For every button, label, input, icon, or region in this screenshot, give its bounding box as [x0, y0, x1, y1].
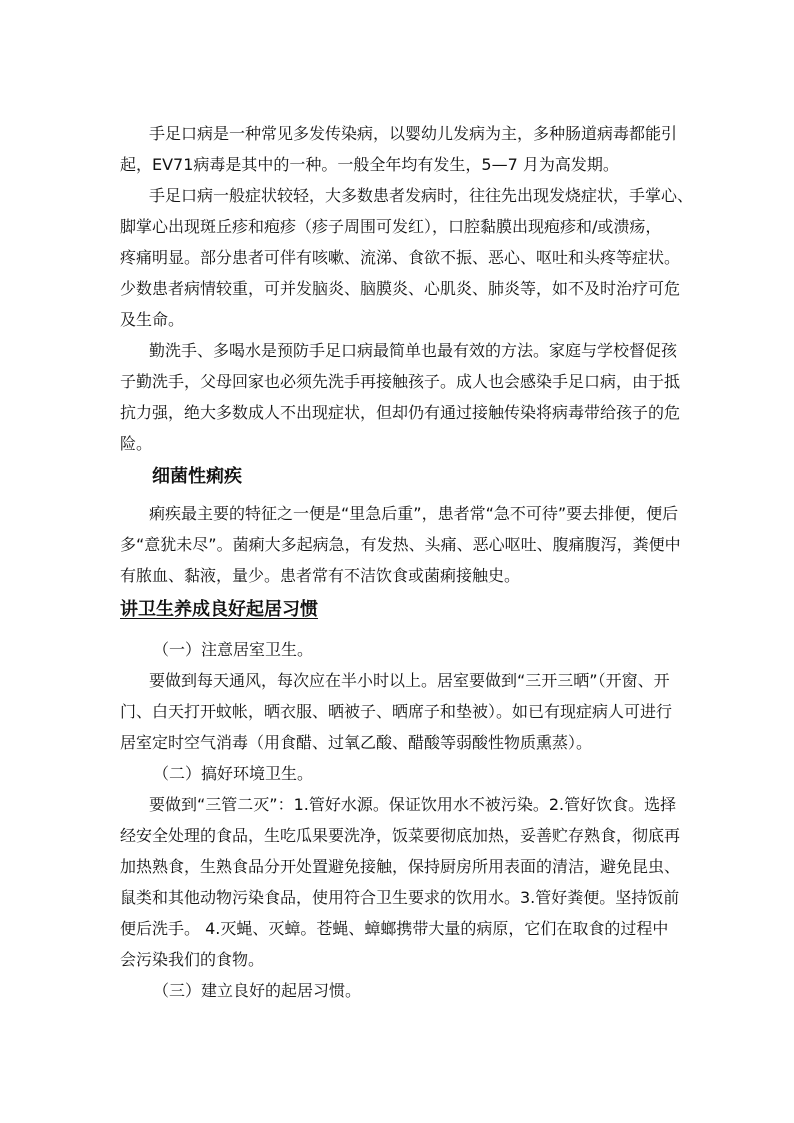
- hfmd-para2-line2: 脚掌心出现斑丘疹和疱疹（疹子周围可发红），口腔黏膜出现疱疹和/或溃疡，: [120, 217, 662, 236]
- hygiene-para2-line6: 会污染我们的食物。: [120, 950, 265, 969]
- dysentery-para1-line1: 痢疾最主要的特征之一便是“里急后重”，患者常“急不可待”要去排便，便后: [149, 504, 679, 523]
- hfmd-para1-line1: 手足口病是一种常见多发传染病，以婴幼儿发病为主，多种肠道病毒都能引: [149, 124, 678, 143]
- hygiene-sub1: （一）注意居室卫生。: [153, 640, 314, 659]
- hfmd-para3-line2: 子勤洗手，父母回家也必须先洗手再接触孩子。成人也会感染手足口病，由于抵: [120, 372, 681, 391]
- hygiene-para1-line1: 要做到每天通风，每次应在半小时以上。居室要做到“三开三晒”（开窗、开: [149, 671, 670, 690]
- hygiene-para2-line4: 鼠类和其他动物污染食品，使用符合卫生要求的饮用水。3.管好粪便。坚持饭前: [120, 888, 680, 907]
- hfmd-para2-line5: 及生命。: [120, 310, 185, 329]
- hfmd-para3-line3: 抗力强，绝大多数成人不出现症状，但却仍有通过接触传染将病毒带给孩子的危: [120, 403, 681, 422]
- hygiene-para1-line2: 门、白天打开蚊帐，晒衣服、晒被子、晒席子和垫被）。如已有现症病人可进行: [120, 702, 673, 721]
- hfmd-para2-line4: 少数患者病情较重，可并发脑炎、脑膜炎、心肌炎、肺炎等，如不及时治疗可危: [120, 279, 681, 298]
- hygiene-para1-line3: 居室定时空气消毒（用食醋、过氧乙酸、醋酸等弱酸性物质熏蒸）。: [120, 733, 593, 752]
- hygiene-para2-line5: 便后洗手。 4.灭蝇、灭蟑。苍蝇、蟑螂携带大量的病原，它们在取食的过程中: [120, 919, 669, 938]
- hfmd-para3-line4: 险。: [120, 434, 153, 453]
- hfmd-para1-line2: 起，EV71病毒是其中的一种。一般全年均有发生，5—7 月为高发期。: [120, 155, 619, 174]
- dysentery-para1-line2: 多“意犹未尽”。菌痢大多起病急，有发热、头痛、恶心呕吐、腹痛腹泻，粪便中: [120, 535, 681, 554]
- hygiene-para2-line3: 加热熟食，生熟食品分开处置避免接触，保持厨房所用表面的清洁，避免昆虫、: [120, 857, 681, 876]
- hygiene-heading: 讲卫生养成良好起居习惯: [120, 599, 318, 620]
- hygiene-sub2: （二）搞好环境卫生。: [153, 764, 314, 783]
- hygiene-sub3: （三）建立良好的起居习惯。: [153, 981, 362, 1000]
- hfmd-para2-line3: 疼痛明显。部分患者可伴有咳嗽、流涕、食欲不振、恶心、呕吐和头疼等症状。: [120, 248, 681, 267]
- hygiene-para2-line2: 经安全处理的食品，生吃瓜果要洗净，饭菜要彻底加热，妥善贮存熟食，彻底再: [120, 826, 681, 845]
- hfmd-para3-line1: 勤洗手、多喝水是预防手足口病最简单也最有效的方法。家庭与学校督促孩: [149, 341, 678, 360]
- hfmd-para2-line1: 手足口病一般症状较轻，大多数患者发病时，往往先出现发烧症状，手掌心、: [149, 186, 694, 205]
- hygiene-para2-line1: 要做到“三管二灭”：1.管好水源。保证饮用水不被污染。2.管好饮食。选择: [149, 795, 677, 814]
- dysentery-para1-line3: 有脓血、黏液，量少。患者常有不洁饮食或菌痢接触史。: [120, 566, 521, 585]
- dysentery-heading: 细菌性痢疾: [152, 466, 242, 487]
